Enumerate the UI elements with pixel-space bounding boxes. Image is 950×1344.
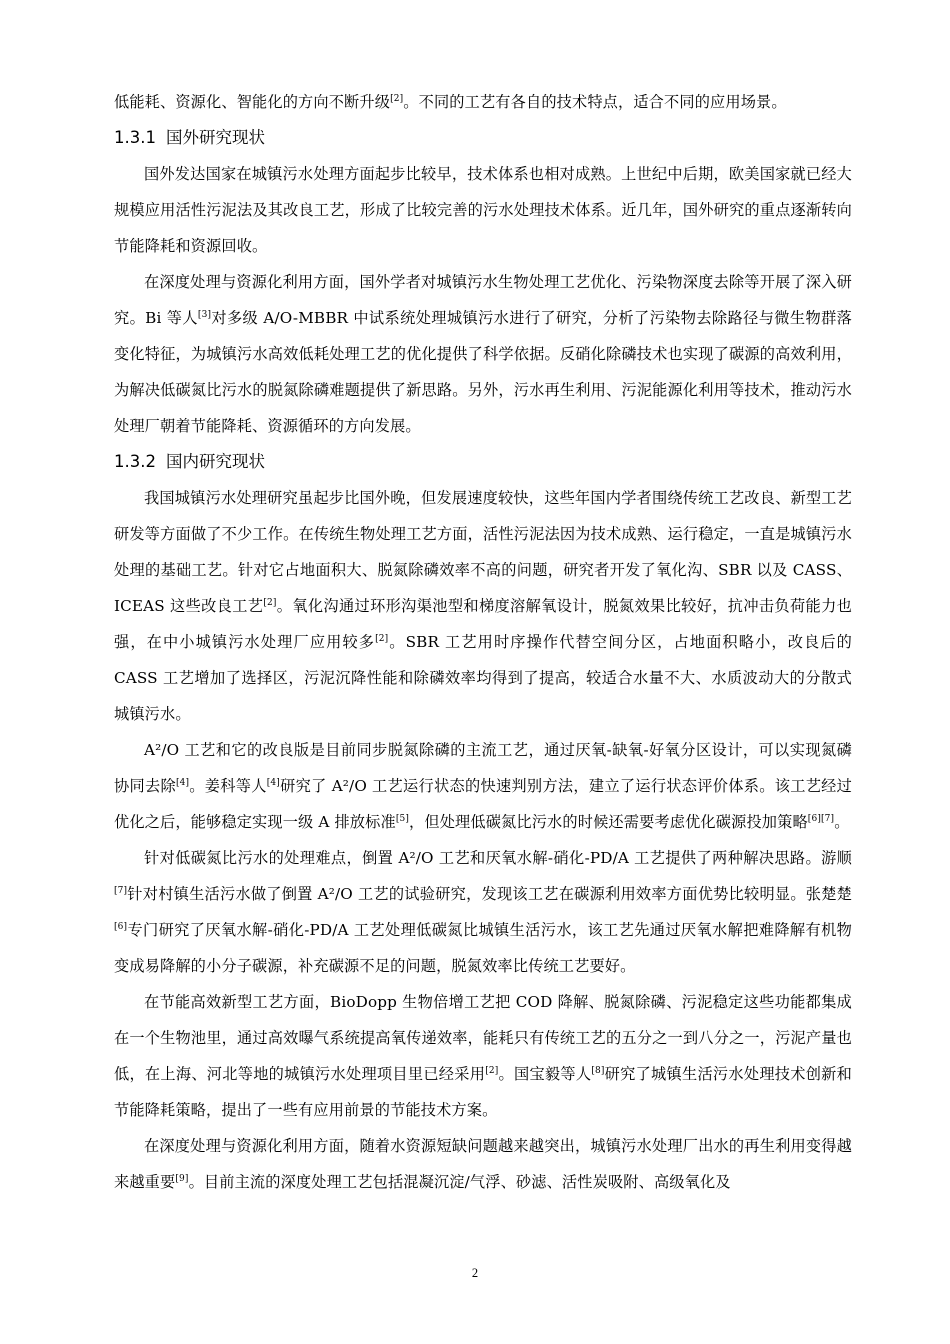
section-heading-foreign-research: 1.3.1 国外研究现状: [114, 128, 265, 147]
citation[interactable]: [6]: [114, 922, 128, 932]
page-number: 2: [471, 1266, 479, 1280]
paragraph-foreign-advanced: 在深度处理与资源化利用方面，国外学者对城镇污水生物处理工艺优化、污染物深度去除等开展了深入研究。Bi 等人[3]对多级 A/O-MBBR 中试系统处理城镇污水进行了研究，分析了污染物去除路径与微生物群落变化特征，为城镇污水高效低耗处理工艺的优化提供了科学依据。反硝化除磷技术也实现了碳源的高效利用，为解决低碳氮比污水的脱氮除磷难题提供了新思路。另外，污水再生利用、污泥能源化利用等技术，推动污水处理厂朝着节能降耗、资源循环的方向发展。: [114, 273, 852, 435]
paragraph-energy-efficient: 在节能高效新型工艺方面，BioDopp 生物倍增工艺把 COD 降解、脱氮除磷、污泥稳定这些功能都集成在一个生物池里，通过高效曝气系统提高氧传递效率，能耗只有传统工艺的五分之一到八分之一，污泥产量也低，在上海、河北等地的城镇污水处理项目里已经采用[2]。国宝毅等人[8]研究了城镇生活污水处理技术创新和节能降耗策略，提出了一些有应用前景的节能技术方案。: [114, 993, 852, 1119]
paragraph-foreign-intro: 国外发达国家在城镇污水处理方面起步比较早，技术体系也相对成熟。上世纪中后期，欧美国家就已经大规模应用活性污泥法及其改良工艺，形成了比较完善的污水处理技术体系。近几年，国外研究的重点逐渐转向节能降耗和资源回收。: [114, 165, 852, 255]
paragraph-low-cn-ratio: 针对低碳氮比污水的处理难点，倒置 A²/O 工艺和厌氧水解-硝化-PD/A 工艺提供了两种解决思路。游顺[7]针对村镇生活污水做了倒置 A²/O 工艺的试验研究，发现该工艺在碳源利用效率方面优势比较明显。张楚楚[6]专门研究了厌氧水解-硝化-PD/A 工艺处理低碳氮比城镇生活污水，该工艺先通过厌氧水解把难降解有机物变成易降解的小分子碳源，补充碳源不足的问题，脱氮效率比传统工艺要好。: [114, 849, 852, 975]
page-body: [114, 84, 852, 1200]
paragraph-deep-treatment: 在深度处理与资源化利用方面，随着水资源短缺问题越来越突出，城镇污水处理厂出水的再生利用变得越来越重要[9]。目前主流的深度处理工艺包括混凝沉淀/气浮、砂滤、活性炭吸附、高级氧化及: [114, 1137, 852, 1191]
citation[interactable]: [7]: [114, 886, 128, 896]
citation[interactable]: [3]: [197, 310, 212, 320]
paragraph-a2o-process: A²/O 工艺和它的改良版是目前同步脱氮除磷的主流工艺，通过厌氧-缺氧-好氧分区设计，可以实现氮磷协同去除[4]。姜科等人[4]研究了 A²/O 工艺运行状态的快速判别方法，建立了运行状态评价体系。该工艺经过优化之后，能够稳定实现一级 A 排放标准[5]，但处理低碳氮比污水的时候还需要考虑优化碳源投加策略[6][7]。: [114, 741, 853, 831]
citation[interactable]: [2]: [485, 1066, 499, 1076]
citation[interactable]: [6][7]: [807, 814, 835, 824]
paragraph-domestic-traditional: 我国城镇污水处理研究虽起步比国外晚，但发展速度较快，这些年国内学者围绕传统工艺改良、新型工艺研发等方面做了不少工作。在传统生物处理工艺方面，活性污泥法因为技术成熟、运行稳定，一直是城镇污水处理的基础工艺。针对它占地面积大、脱氮除磷效率不高的问题，研究者开发了氧化沟、SBR 以及 CASS、ICEAS 这些改良工艺[2]。氧化沟通过环形沟渠池型和梯度溶解氧设计，脱氮效果比较好，抗冲击负荷能力也强，在中小城镇污水处理厂应用较多[2]。SBR 工艺用时序操作代替空间分区，占地面积略小，改良后的 CASS 工艺增加了选择区，污泥沉降性能和除磷效率均得到了提高，较适合水量不大、水质波动大的分散式城镇污水。: [114, 489, 853, 723]
citation[interactable]: [2]: [263, 598, 277, 608]
citation[interactable]: [8]: [591, 1066, 605, 1076]
citation[interactable]: [2]: [375, 634, 389, 644]
citation[interactable]: [5]: [395, 814, 410, 824]
paragraph-continued: 低能耗、资源化、智能化的方向不断升级[2]。不同的工艺有各自的技术特点，适合不同的应用场景。: [114, 93, 787, 111]
citation[interactable]: [4]: [175, 778, 190, 788]
citation[interactable]: [4]: [266, 778, 280, 788]
citation[interactable]: [9]: [175, 1174, 189, 1184]
citation[interactable]: [2]: [390, 94, 404, 104]
section-heading-domestic-research: 1.3.2 国内研究现状: [114, 452, 265, 471]
